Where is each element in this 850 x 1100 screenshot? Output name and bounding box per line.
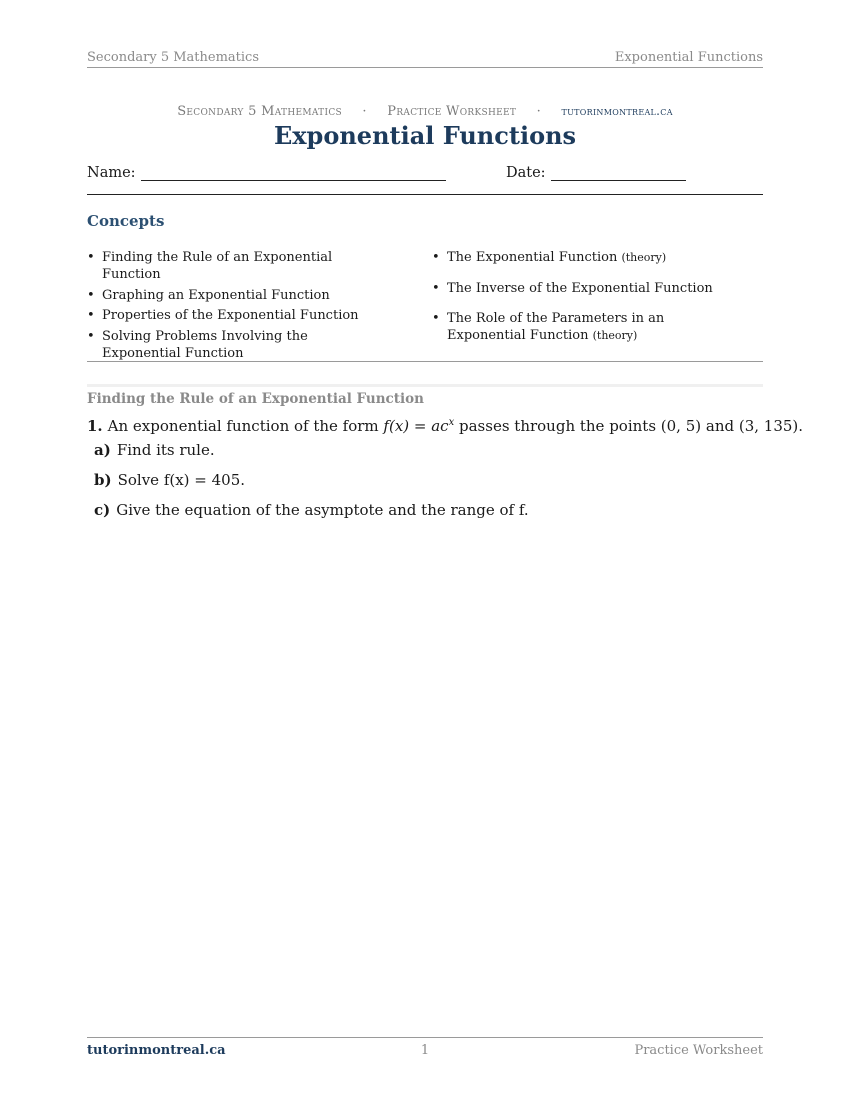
part-label: b): [94, 471, 112, 489]
footer-label: Practice Worksheet: [634, 1043, 763, 1058]
date-field[interactable]: [506, 165, 686, 181]
theory-tag: (theory): [592, 329, 638, 342]
worksheet-header: [87, 104, 763, 150]
running-header-left: Secondary 5 Mathematics: [87, 50, 260, 65]
question-text-after: passes through the points (0, 5) and (3, 135).: [454, 417, 804, 435]
footer-site-link[interactable]: tutorinmontreal.ca: [87, 1043, 226, 1058]
concepts-left-column: [87, 249, 387, 365]
question-1: [87, 417, 803, 435]
running-header: [87, 50, 763, 68]
part-text: Solve f(x) = 405.: [117, 471, 246, 489]
page-title: Exponential Functions: [273, 121, 577, 150]
name-blank-line[interactable]: [141, 165, 446, 181]
separator: ·: [362, 104, 367, 119]
question-part-a: [94, 441, 215, 459]
question-text-before: An exponential function of the form: [107, 417, 384, 435]
part-label: c): [94, 501, 111, 519]
concept-item[interactable]: [432, 249, 732, 266]
student-fields: [87, 165, 763, 195]
course-label: Secondary 5 Mathematics: [177, 104, 342, 119]
separator: ·: [536, 104, 542, 119]
formula: f(x) = ac: [383, 417, 449, 435]
concept-text: The Role of the Parameters in an Exponential Function: [447, 311, 665, 343]
section-heading: Finding the Rule of an Exponential Function: [87, 391, 424, 407]
formula-exponent: x: [448, 417, 455, 428]
date-label: Date:: [506, 165, 546, 181]
date-blank-line[interactable]: [551, 165, 686, 181]
concept-item[interactable]: • Finding the Rule of an Exponential Function: [87, 249, 387, 283]
page-footer: [87, 1037, 763, 1063]
question-part-c: [94, 501, 529, 519]
concept-item[interactable]: • Graphing an Exponential Function: [87, 287, 387, 304]
concept-item[interactable]: [432, 310, 732, 344]
part-text: Give the equation of the asymptote and the range of f.: [116, 501, 529, 519]
concept-item[interactable]: • Properties of the Exponential Function: [87, 307, 387, 324]
question-number: 1.: [87, 417, 103, 435]
concepts-list: [87, 249, 763, 362]
section-divider: [87, 384, 763, 387]
running-header-right: Exponential Functions: [614, 50, 763, 65]
name-label: Name:: [87, 165, 136, 181]
concept-text: The Exponential Function: [447, 250, 618, 265]
part-label: a): [94, 441, 111, 459]
concept-item[interactable]: • Solving Problems Involving the Exponential Function: [87, 328, 387, 362]
theory-tag: (theory): [621, 251, 667, 264]
question-part-b: [94, 471, 245, 489]
worksheet-label: Practice Worksheet: [387, 104, 517, 119]
concepts-heading: Concepts: [87, 212, 165, 230]
concept-item[interactable]: [432, 280, 732, 297]
name-field[interactable]: [87, 165, 446, 181]
concept-text: The Inverse of the Exponential Function: [447, 281, 713, 296]
page-number: 1: [420, 1043, 430, 1058]
concepts-right-column: [432, 249, 732, 344]
part-text: Find its rule.: [116, 441, 215, 459]
header-kicker: [87, 104, 763, 119]
site-link[interactable]: tutorinmontreal.ca: [561, 104, 673, 118]
